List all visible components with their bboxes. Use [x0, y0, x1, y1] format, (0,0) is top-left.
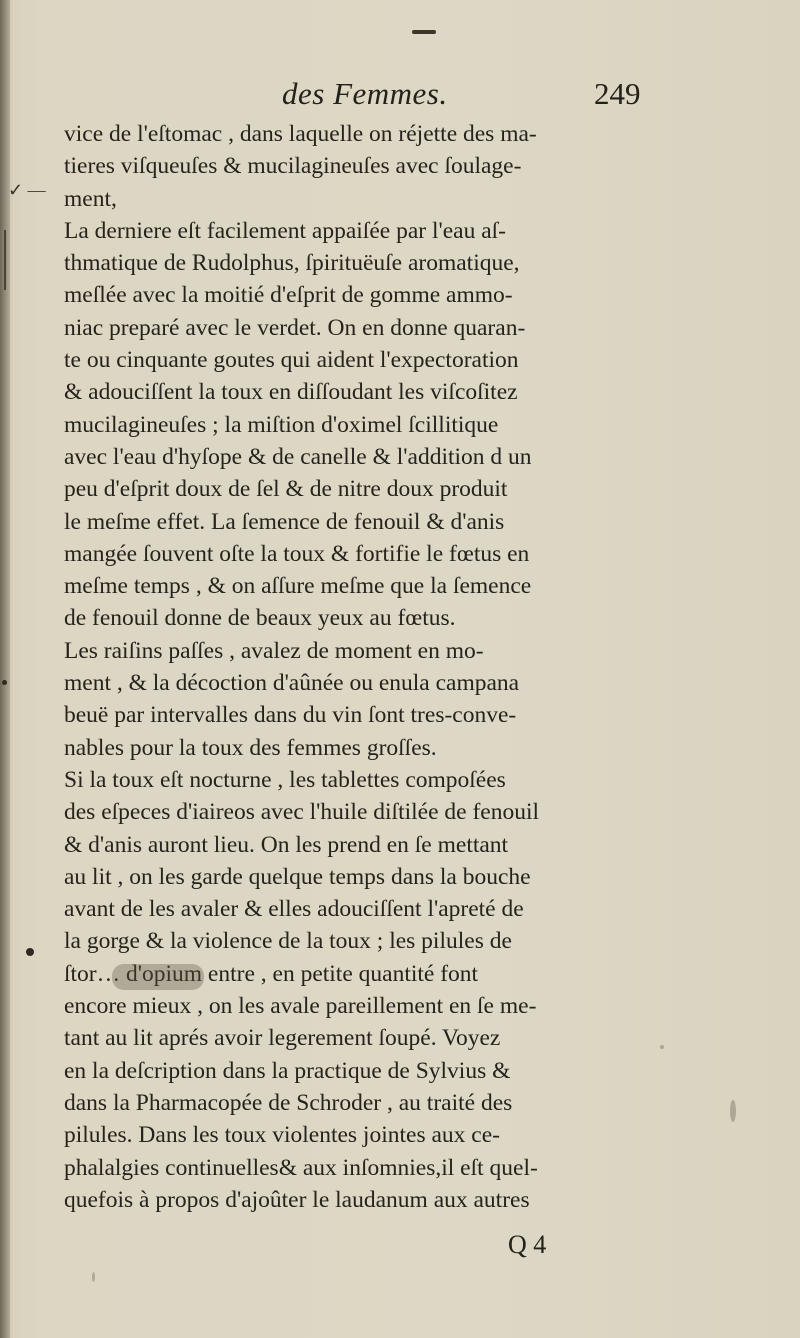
- margin-annotation: ✓ —: [8, 180, 46, 200]
- margin-speck: [2, 680, 7, 685]
- ink-stain: [112, 964, 204, 990]
- text-line: mucilagineuſes ; la miſtion d'oximel ſcillitique: [64, 411, 499, 438]
- running-head: [60, 72, 660, 122]
- text-line: tant au lit aprés avoir legerement ſoupé. Voyez: [64, 1025, 501, 1052]
- text-line: te ou cinquante goutes qui aident l'expectoration: [64, 347, 519, 374]
- text-line: au lit , on les garde quelque temps dans la bouche: [64, 863, 531, 890]
- text-line: ſtor… d'opium entre , en petite quantité font: [64, 960, 479, 987]
- text-line: & adouciſſent la toux en diſſoudant les viſcoſitez: [64, 379, 518, 406]
- top-ink-mark: [412, 30, 436, 34]
- paper-speck: [660, 1045, 664, 1049]
- text-line: & d'anis auront lieu. On les prend en ſe mettant: [64, 831, 509, 858]
- text-line: nables pour la toux des femmes groſſes.: [64, 734, 437, 761]
- text-line: meſlée avec la moitié d'eſprit de gomme ammo-: [64, 282, 513, 309]
- text-line: vice de l'eſtomac , dans laquelle on réjette des ma-: [64, 121, 537, 147]
- text-line: beuë par intervalles dans du vin ſont tres-conve-: [64, 702, 517, 729]
- text-line: pilules. Dans les toux violentes jointes aux ce-: [64, 1122, 500, 1149]
- text-line: La derniere eſt facilement appaiſée par l'eau aſ-: [64, 217, 506, 244]
- text-line: de fenouil donne de beaux yeux au fœtus.: [64, 605, 456, 632]
- text-line: peu d'eſprit doux de ſel & de nitre doux produit: [64, 476, 508, 503]
- text-line: encore mieux , on les avale pareillement en ſe me-: [64, 993, 537, 1020]
- text-line: le meſme effet. La ſemence de fenouil & d'anis: [64, 508, 505, 535]
- margin-dot: [26, 948, 34, 956]
- text-line: Si la toux eſt nocturne , les tablettes compoſées: [64, 766, 506, 793]
- paper-speck: [730, 1100, 736, 1122]
- text-line: des eſpeces d'iaireos avec l'huile diſtilée de fenouil: [64, 799, 540, 826]
- running-title: des Femmes.: [282, 76, 448, 111]
- text-line: niac preparé avec le verdet. On en donne quaran-: [64, 314, 526, 341]
- text-line: Les raiſins paſſes , avalez de moment en mo-: [64, 637, 484, 664]
- paper-speck: [92, 1272, 95, 1282]
- text-line: ment , & la décoction d'aûnée ou enula campana: [64, 670, 520, 697]
- text-line: ment,: [64, 185, 117, 212]
- text-line: quefois à propos d'ajoûter le laudanum aux autres: [64, 1186, 530, 1213]
- text-line: thmatique de Rudolphus, ſpirituëuſe aromatique,: [64, 250, 520, 277]
- text-line: dans la Pharmacopée de Schroder , au traité des: [64, 1089, 513, 1116]
- text-line: mangée ſouvent oſte la toux & fortifie le fœtus en: [64, 540, 530, 567]
- text-line: avec l'eau d'hyſope & de canelle & l'addition d un: [64, 443, 532, 470]
- body-text: [64, 118, 662, 1258]
- margin-rule: [4, 230, 6, 290]
- page-number: 249: [594, 76, 641, 111]
- text-line: phalalgies continuelles& aux inſomnies,il eſt quel-: [64, 1154, 538, 1181]
- text-line: la gorge & la violence de la toux ; les pilules de: [64, 928, 512, 955]
- text-line: tieres viſqueuſes & mucilagineuſes avec ſoulage-: [64, 153, 522, 180]
- text-line: avant de les avaler & elles adouciſſent l'apreté de: [64, 896, 524, 923]
- catchword: Q 4: [508, 1230, 547, 1259]
- text-line: meſme temps , & on aſſure meſme que la ſemence: [64, 573, 532, 600]
- text-line: en la deſcription dans la practique de Sylvius &: [64, 1057, 511, 1084]
